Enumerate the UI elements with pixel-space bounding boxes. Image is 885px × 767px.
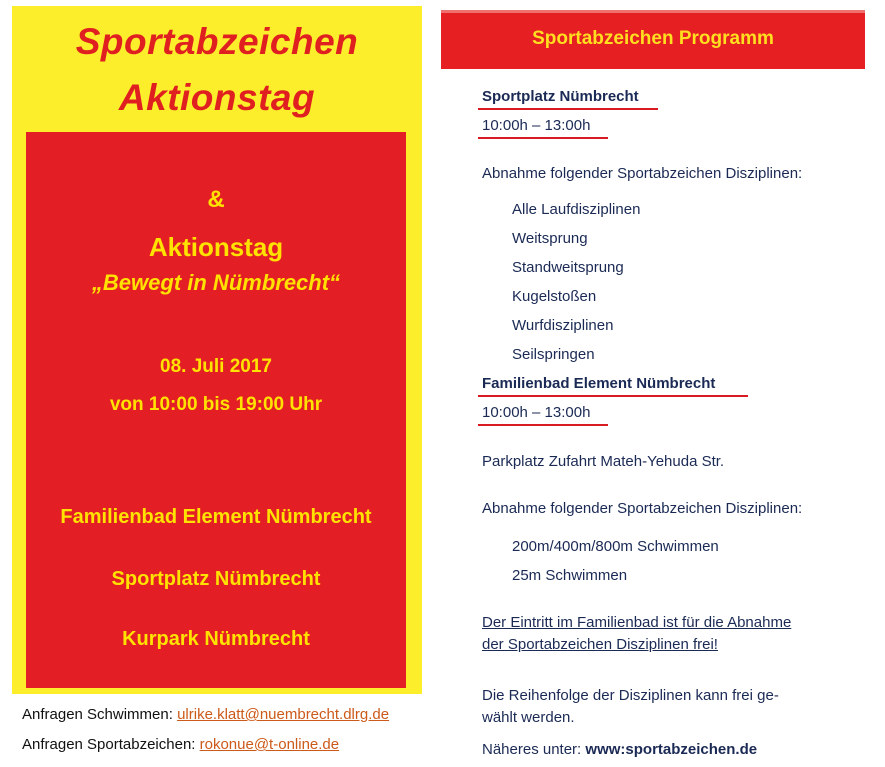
more-info-url: www:sportabzeichen.de: [585, 741, 758, 758]
section-title: Familienbad Element Nümbrecht: [482, 375, 716, 392]
email-link[interactable]: rokonue@t-online.de: [199, 736, 340, 753]
list-item: 25m Schwimmen: [512, 567, 628, 584]
poster-subtitle: Aktionstag: [148, 232, 284, 262]
parking-info: Parkplatz Zufahrt Mateh-Yehuda Str.: [482, 453, 725, 470]
underline: [478, 137, 608, 139]
order-line-2: wählt werden.: [482, 709, 575, 726]
underline: [478, 424, 608, 426]
ampersand: &: [207, 186, 225, 213]
more-info: [482, 741, 757, 758]
order-line-1: Die Reihenfolge der Disziplinen kann frei ge-: [482, 687, 779, 704]
list-item: 200m/400m/800m Schwimmen: [512, 538, 719, 555]
notice-line-2: der Sportabzeichen Disziplinen frei!: [482, 636, 718, 653]
list-item: Kugelstoßen: [512, 288, 597, 305]
event-date: 08. Juli 2017: [160, 356, 272, 377]
location-1: Familienbad Element Nümbrecht: [60, 506, 372, 528]
list-item: Standweitsprung: [512, 259, 624, 276]
poster-slogan: „Bewegt in Nümbrecht“: [91, 270, 341, 295]
location-3: Kurpark Nümbrecht: [122, 628, 310, 650]
underline: [478, 108, 658, 110]
more-info-label: Näheres unter:: [482, 741, 582, 758]
notice-line-1: Der Eintritt im Familienbad ist für die Abnahme: [482, 614, 792, 631]
list-item: Wurfdisziplinen: [512, 317, 614, 334]
contact-label: Anfragen Schwimmen:: [22, 706, 173, 723]
disciplines-intro: Abnahme folgender Sportabzeichen Disziplinen:: [482, 165, 803, 182]
contact-label: Anfragen Sportabzeichen:: [22, 736, 196, 753]
poster-title-line2: Aktionstag: [118, 77, 316, 118]
event-poster: [12, 6, 422, 694]
contact-swimming: [22, 706, 389, 723]
list-item: Weitsprung: [512, 230, 588, 247]
contact-sportabzeichen: [22, 736, 339, 753]
underline: [478, 395, 748, 397]
email-link[interactable]: ulrike.klatt@nuembrecht.dlrg.de: [177, 706, 390, 723]
poster-red-panel: [26, 132, 406, 688]
section-time: 10:00h – 13:00h: [482, 117, 591, 134]
location-2: Sportplatz Nümbrecht: [111, 568, 321, 590]
poster-title-line1: Sportabzeichen: [75, 21, 359, 62]
program-banner: [441, 10, 865, 69]
disciplines-intro: Abnahme folgender Sportabzeichen Disziplinen:: [482, 500, 803, 517]
event-time: von 10:00 bis 19:00 Uhr: [109, 394, 323, 415]
list-item: Seilspringen: [512, 346, 595, 363]
section-time: 10:00h – 13:00h: [482, 404, 591, 421]
program-banner-title: Sportabzeichen Programm: [532, 28, 774, 49]
section-title: Sportplatz Nümbrecht: [482, 88, 639, 105]
list-item: Alle Laufdisziplinen: [512, 201, 641, 218]
